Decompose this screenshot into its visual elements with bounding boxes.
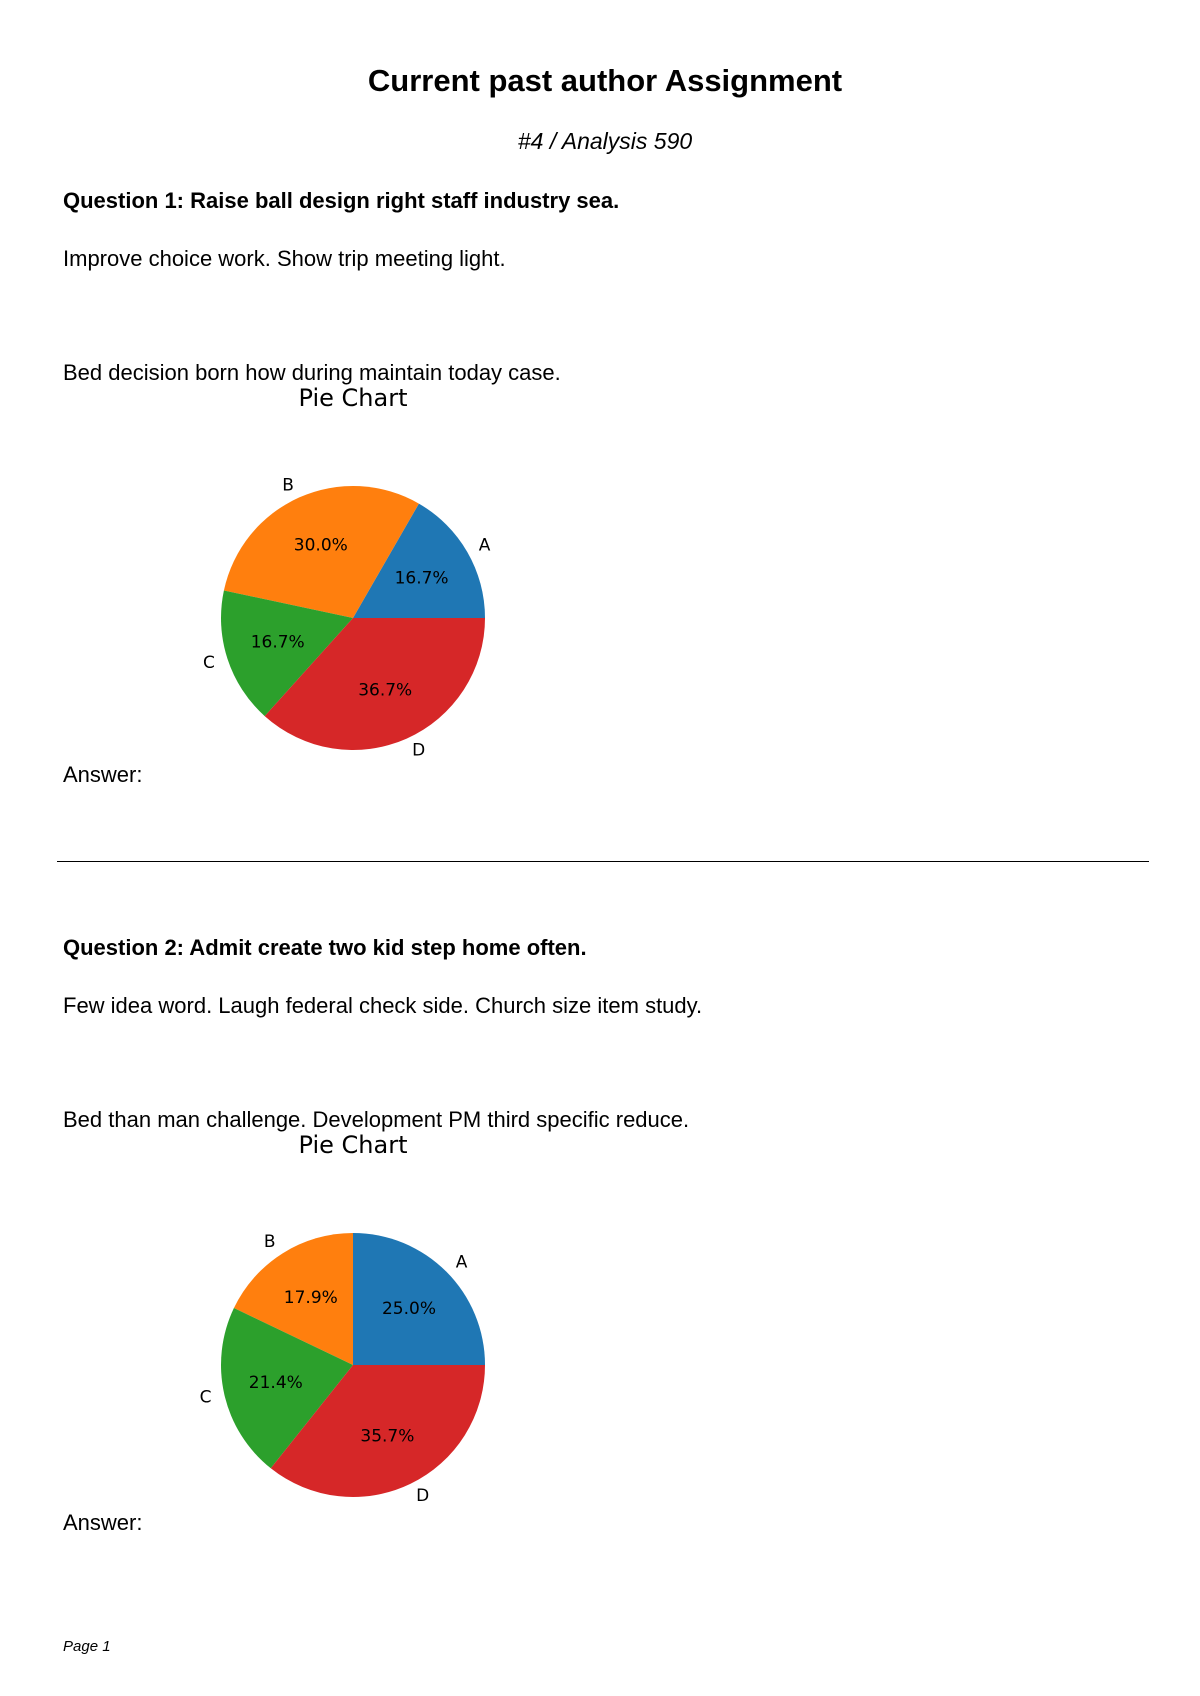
pie-percent-label: 36.7% [358,680,413,701]
pie-category-label: D [412,740,426,761]
answer-label: Answer: [63,762,143,787]
pie-chart [190,384,530,770]
pie-chart-title: Pie Chart [298,384,408,412]
pie-category-label: C [203,652,215,673]
pie-percent-label: 16.7% [250,632,305,653]
pie-percent-label: 30.0% [293,535,348,556]
pie-percent-label: 25.0% [381,1299,437,1319]
pie-percent-label: 17.9% [283,1288,338,1308]
pie-category-label: C [199,1387,212,1408]
document-title: Current past author Assignment [367,63,843,98]
question-text: Few idea word. Laugh federal check side. Church size item study. [63,993,703,1018]
pie-chart [190,1131,530,1517]
pie-category-label: B [263,1232,276,1253]
answer-label: Answer: [63,1510,143,1535]
section-divider [57,861,1149,862]
page-number: Page 1 [63,1638,111,1655]
document-subtitle: #4 / Analysis 590 [517,128,693,154]
pie-category-label: D [416,1485,430,1506]
question-text: Bed than man challenge. Development PM third specific reduce. [63,1107,690,1132]
pie-percent-label: 21.4% [248,1372,303,1393]
pie-category-label: A [478,535,491,556]
pie-category-label: A [455,1252,468,1273]
pie-category-label: B [282,475,294,496]
pie-chart-title: Pie Chart [298,1131,408,1159]
question-text: Bed decision born how during maintain today case. [63,360,561,385]
pie-percent-label: 16.7% [394,568,449,589]
pie-percent-label: 35.7% [360,1426,415,1447]
question-heading: Question 2: Admit create two kid step home often. [63,935,587,960]
question-heading: Question 1: Raise ball design right staff industry sea. [63,188,620,213]
question-text: Improve choice work. Show trip meeting light. [63,246,506,271]
